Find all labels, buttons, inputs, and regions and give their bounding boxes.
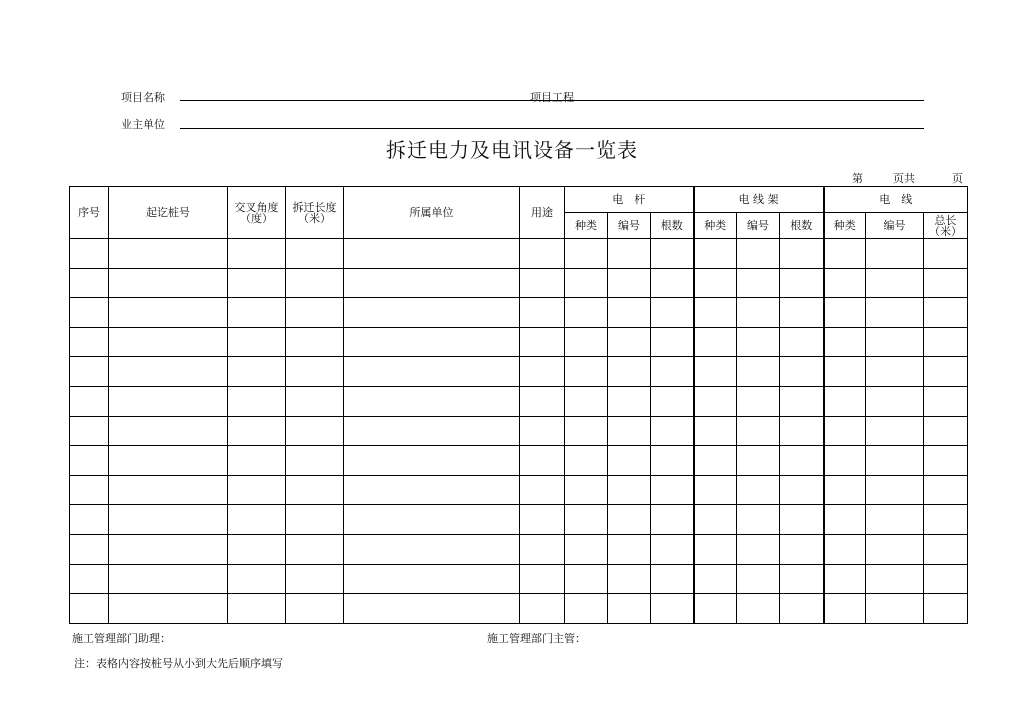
table-cell[interactable] xyxy=(694,357,737,387)
table-cell[interactable] xyxy=(694,416,737,446)
table-cell[interactable] xyxy=(228,416,286,446)
table-cell[interactable] xyxy=(344,594,520,624)
table-cell[interactable] xyxy=(924,268,968,298)
table-cell[interactable] xyxy=(824,534,866,564)
frame-type-header: 种类 xyxy=(694,213,737,239)
table-cell[interactable] xyxy=(608,239,651,269)
table-cell[interactable] xyxy=(109,594,228,624)
table-row xyxy=(70,298,968,328)
table-cell[interactable] xyxy=(520,534,565,564)
table-cell[interactable] xyxy=(924,239,968,269)
table-cell[interactable] xyxy=(344,327,520,357)
table-cell[interactable] xyxy=(109,357,228,387)
table-cell[interactable] xyxy=(228,239,286,269)
table-cell[interactable] xyxy=(286,327,344,357)
table-cell[interactable] xyxy=(565,386,608,416)
table-cell[interactable] xyxy=(608,446,651,476)
table-cell[interactable] xyxy=(109,505,228,535)
table-cell[interactable] xyxy=(924,594,968,624)
table-cell[interactable] xyxy=(286,416,344,446)
table-cell[interactable] xyxy=(70,446,109,476)
table-cell[interactable] xyxy=(520,594,565,624)
table-cell[interactable] xyxy=(608,298,651,328)
table-cell[interactable] xyxy=(109,446,228,476)
table-cell[interactable] xyxy=(565,327,608,357)
table-cell[interactable] xyxy=(70,594,109,624)
table-cell[interactable] xyxy=(737,534,780,564)
table-cell[interactable] xyxy=(228,594,286,624)
table-cell[interactable] xyxy=(228,268,286,298)
table-cell[interactable] xyxy=(520,564,565,594)
table-cell[interactable] xyxy=(70,475,109,505)
table-cell[interactable] xyxy=(737,239,780,269)
table-cell[interactable] xyxy=(286,594,344,624)
table-cell[interactable] xyxy=(608,594,651,624)
table-cell[interactable] xyxy=(70,327,109,357)
table-cell[interactable] xyxy=(70,357,109,387)
table-cell[interactable] xyxy=(608,357,651,387)
table-cell[interactable] xyxy=(565,594,608,624)
table-cell[interactable] xyxy=(694,446,737,476)
table-cell[interactable] xyxy=(780,594,824,624)
table-cell[interactable] xyxy=(286,357,344,387)
table-cell[interactable] xyxy=(565,268,608,298)
table-cell[interactable] xyxy=(286,239,344,269)
col-angle-header xyxy=(228,187,286,239)
table-cell[interactable] xyxy=(651,416,694,446)
table-cell[interactable] xyxy=(780,386,824,416)
table-cell[interactable] xyxy=(737,475,780,505)
footer-manager: 施工管理部门主管： xyxy=(487,632,586,645)
table-cell[interactable] xyxy=(520,446,565,476)
table-cell[interactable] xyxy=(286,268,344,298)
group-line-header: 电 线 xyxy=(824,187,968,213)
table-cell[interactable] xyxy=(286,534,344,564)
table-cell[interactable] xyxy=(651,268,694,298)
project-name-label: 项目名称 xyxy=(121,91,165,104)
col-unit-header: 所属单位 xyxy=(344,187,520,239)
table-cell[interactable] xyxy=(694,298,737,328)
table-cell[interactable] xyxy=(286,564,344,594)
table-cell[interactable] xyxy=(924,505,968,535)
table-cell[interactable] xyxy=(70,268,109,298)
footer-note: 注：表格内容按桩号从小到大先后顺序填写 xyxy=(74,657,283,670)
table-cell[interactable] xyxy=(70,505,109,535)
table-cell[interactable] xyxy=(70,534,109,564)
table-row xyxy=(70,239,968,269)
table-cell[interactable] xyxy=(608,386,651,416)
table-row xyxy=(70,268,968,298)
col-angle-line2: （度） xyxy=(240,211,273,225)
table-cell[interactable] xyxy=(608,416,651,446)
table-cell[interactable] xyxy=(228,386,286,416)
table-cell[interactable] xyxy=(228,564,286,594)
col-usage-header: 用途 xyxy=(520,187,565,239)
table-cell[interactable] xyxy=(565,357,608,387)
table-cell[interactable] xyxy=(109,239,228,269)
table-cell[interactable] xyxy=(866,386,924,416)
table-cell[interactable] xyxy=(866,327,924,357)
table-cell[interactable] xyxy=(651,594,694,624)
table-cell[interactable] xyxy=(520,327,565,357)
table-cell[interactable] xyxy=(286,298,344,328)
table-cell[interactable] xyxy=(824,298,866,328)
table-cell[interactable] xyxy=(694,534,737,564)
table-cell[interactable] xyxy=(520,475,565,505)
table-cell[interactable] xyxy=(780,475,824,505)
col-seq-header: 序号 xyxy=(70,187,109,239)
table-cell[interactable] xyxy=(866,357,924,387)
table-cell[interactable] xyxy=(109,475,228,505)
table-cell[interactable] xyxy=(924,357,968,387)
table-cell[interactable] xyxy=(344,386,520,416)
table-cell[interactable] xyxy=(70,416,109,446)
table-cell[interactable] xyxy=(565,239,608,269)
table-cell[interactable] xyxy=(866,239,924,269)
table-cell[interactable] xyxy=(694,386,737,416)
table-cell[interactable] xyxy=(866,564,924,594)
table-cell[interactable] xyxy=(70,386,109,416)
table-cell[interactable] xyxy=(694,505,737,535)
table-cell[interactable] xyxy=(866,475,924,505)
table-cell[interactable] xyxy=(344,564,520,594)
table-cell[interactable] xyxy=(109,327,228,357)
line-type-header: 种类 xyxy=(824,213,866,239)
line-total-line1: 总长 xyxy=(934,213,957,227)
table-cell[interactable] xyxy=(824,239,866,269)
owner-line xyxy=(180,128,924,129)
table-cell[interactable] xyxy=(737,268,780,298)
table-cell[interactable] xyxy=(924,416,968,446)
table-cell[interactable] xyxy=(70,239,109,269)
table-cell[interactable] xyxy=(694,268,737,298)
table-row xyxy=(70,534,968,564)
table-cell[interactable] xyxy=(520,386,565,416)
table-cell[interactable] xyxy=(565,534,608,564)
col-pile-header: 起讫桩号 xyxy=(109,187,228,239)
table-cell[interactable] xyxy=(924,475,968,505)
table-cell[interactable] xyxy=(694,239,737,269)
table-cell[interactable] xyxy=(344,446,520,476)
table-row xyxy=(70,505,968,535)
table-cell[interactable] xyxy=(520,298,565,328)
group-pole-header: 电 杆 xyxy=(565,187,694,213)
table-cell[interactable] xyxy=(924,327,968,357)
table-row xyxy=(70,327,968,357)
table-cell[interactable] xyxy=(651,475,694,505)
table-cell[interactable] xyxy=(344,239,520,269)
footer-assistant: 施工管理部门助理： xyxy=(72,632,171,645)
table-cell[interactable] xyxy=(228,298,286,328)
table-cell[interactable] xyxy=(866,446,924,476)
table-cell[interactable] xyxy=(824,327,866,357)
table-row xyxy=(70,594,968,624)
project-name-value[interactable]: 项目工程 xyxy=(530,91,574,104)
table-cell[interactable] xyxy=(824,357,866,387)
table-cell[interactable] xyxy=(608,268,651,298)
table-cell[interactable] xyxy=(109,416,228,446)
table-cell[interactable] xyxy=(228,505,286,535)
table-cell[interactable] xyxy=(866,298,924,328)
col-length-header xyxy=(286,187,344,239)
group-frame-header: 电 线 架 xyxy=(694,187,824,213)
table-cell[interactable] xyxy=(228,327,286,357)
table-cell[interactable] xyxy=(737,298,780,328)
table-cell[interactable] xyxy=(608,327,651,357)
table-cell[interactable] xyxy=(228,357,286,387)
table-cell[interactable] xyxy=(824,594,866,624)
table-cell[interactable] xyxy=(866,505,924,535)
table-cell[interactable] xyxy=(780,298,824,328)
table-cell[interactable] xyxy=(824,505,866,535)
table-cell[interactable] xyxy=(737,505,780,535)
table-cell[interactable] xyxy=(737,594,780,624)
table-cell[interactable] xyxy=(70,298,109,328)
table-cell[interactable] xyxy=(286,386,344,416)
line-total-line2: （米） xyxy=(929,224,962,238)
table-cell[interactable] xyxy=(109,564,228,594)
table-cell[interactable] xyxy=(651,446,694,476)
table-cell[interactable] xyxy=(780,505,824,535)
table-cell[interactable] xyxy=(780,416,824,446)
table-cell[interactable] xyxy=(694,594,737,624)
table-cell[interactable] xyxy=(565,416,608,446)
table-cell[interactable] xyxy=(651,327,694,357)
table-cell[interactable] xyxy=(651,386,694,416)
pole-count-header: 根数 xyxy=(651,213,694,239)
table-cell[interactable] xyxy=(924,446,968,476)
page-info-ye: 页 xyxy=(952,172,963,185)
col-length-line2: （米） xyxy=(298,211,331,225)
table-cell[interactable] xyxy=(780,327,824,357)
table-cell[interactable] xyxy=(608,475,651,505)
table-cell[interactable] xyxy=(780,268,824,298)
table-cell[interactable] xyxy=(344,268,520,298)
table-row xyxy=(70,416,968,446)
table-cell[interactable] xyxy=(737,327,780,357)
table-cell[interactable] xyxy=(608,534,651,564)
table-cell[interactable] xyxy=(780,564,824,594)
line-number-header: 编号 xyxy=(866,213,924,239)
table-cell[interactable] xyxy=(824,386,866,416)
table-row xyxy=(70,475,968,505)
page-info-ye-gong: 页共 xyxy=(893,172,915,185)
pole-number-header: 编号 xyxy=(608,213,651,239)
pole-type-header: 种类 xyxy=(565,213,608,239)
table-cell[interactable] xyxy=(520,505,565,535)
table-cell[interactable] xyxy=(286,446,344,476)
table-cell[interactable] xyxy=(109,298,228,328)
table-cell[interactable] xyxy=(565,446,608,476)
table-cell[interactable] xyxy=(694,475,737,505)
table-cell[interactable] xyxy=(694,327,737,357)
table-cell[interactable] xyxy=(228,446,286,476)
table-cell[interactable] xyxy=(780,357,824,387)
table-cell[interactable] xyxy=(824,416,866,446)
table-cell[interactable] xyxy=(109,268,228,298)
table-cell[interactable] xyxy=(694,564,737,594)
table-cell[interactable] xyxy=(228,475,286,505)
table-cell[interactable] xyxy=(737,416,780,446)
table-row xyxy=(70,564,968,594)
table-cell[interactable] xyxy=(109,386,228,416)
table-cell[interactable] xyxy=(780,534,824,564)
table-cell[interactable] xyxy=(824,268,866,298)
line-total-header xyxy=(924,213,968,239)
table-cell[interactable] xyxy=(228,534,286,564)
table-cell[interactable] xyxy=(866,268,924,298)
table-cell[interactable] xyxy=(109,534,228,564)
owner-label: 业主单位 xyxy=(121,118,165,131)
table-cell[interactable] xyxy=(344,475,520,505)
table-cell[interactable] xyxy=(344,357,520,387)
table-cell[interactable] xyxy=(520,416,565,446)
table-cell[interactable] xyxy=(651,239,694,269)
table-cell[interactable] xyxy=(651,298,694,328)
table-row xyxy=(70,446,968,476)
table-cell[interactable] xyxy=(344,505,520,535)
table-cell[interactable] xyxy=(924,534,968,564)
table-cell[interactable] xyxy=(737,564,780,594)
table-cell[interactable] xyxy=(866,416,924,446)
table-cell[interactable] xyxy=(565,475,608,505)
table-cell[interactable] xyxy=(824,446,866,476)
table-cell[interactable] xyxy=(651,505,694,535)
table-cell[interactable] xyxy=(651,357,694,387)
table-cell[interactable] xyxy=(780,239,824,269)
table-cell[interactable] xyxy=(565,298,608,328)
table-cell[interactable] xyxy=(737,446,780,476)
table-cell[interactable] xyxy=(780,446,824,476)
table-cell[interactable] xyxy=(286,505,344,535)
table-cell[interactable] xyxy=(824,564,866,594)
table-cell[interactable] xyxy=(651,564,694,594)
table-cell[interactable] xyxy=(651,534,694,564)
table-row xyxy=(70,386,968,416)
frame-number-header: 编号 xyxy=(737,213,780,239)
table-cell[interactable] xyxy=(924,298,968,328)
page-title: 拆迁电力及电讯设备一览表 xyxy=(386,138,638,162)
col-length-line1: 拆迁长度 xyxy=(292,200,337,214)
table-cell[interactable] xyxy=(344,298,520,328)
table-row xyxy=(70,357,968,387)
table-cell[interactable] xyxy=(866,534,924,564)
table-cell[interactable] xyxy=(565,564,608,594)
table-cell[interactable] xyxy=(608,505,651,535)
table-cell[interactable] xyxy=(866,594,924,624)
equipment-table xyxy=(69,186,968,624)
col-angle-line1: 交叉角度 xyxy=(234,200,279,214)
table-cell[interactable] xyxy=(520,268,565,298)
table-cell[interactable] xyxy=(924,564,968,594)
table-cell[interactable] xyxy=(608,564,651,594)
frame-count-header: 根数 xyxy=(780,213,824,239)
table-cell[interactable] xyxy=(286,475,344,505)
page-info-di: 第 xyxy=(852,172,863,185)
table-cell[interactable] xyxy=(344,416,520,446)
table-cell[interactable] xyxy=(520,239,565,269)
table-cell[interactable] xyxy=(737,357,780,387)
table-cell[interactable] xyxy=(520,357,565,387)
table-cell[interactable] xyxy=(70,564,109,594)
table-cell[interactable] xyxy=(344,534,520,564)
table-cell[interactable] xyxy=(737,386,780,416)
table-cell[interactable] xyxy=(824,475,866,505)
table-cell[interactable] xyxy=(924,386,968,416)
table-cell[interactable] xyxy=(565,505,608,535)
